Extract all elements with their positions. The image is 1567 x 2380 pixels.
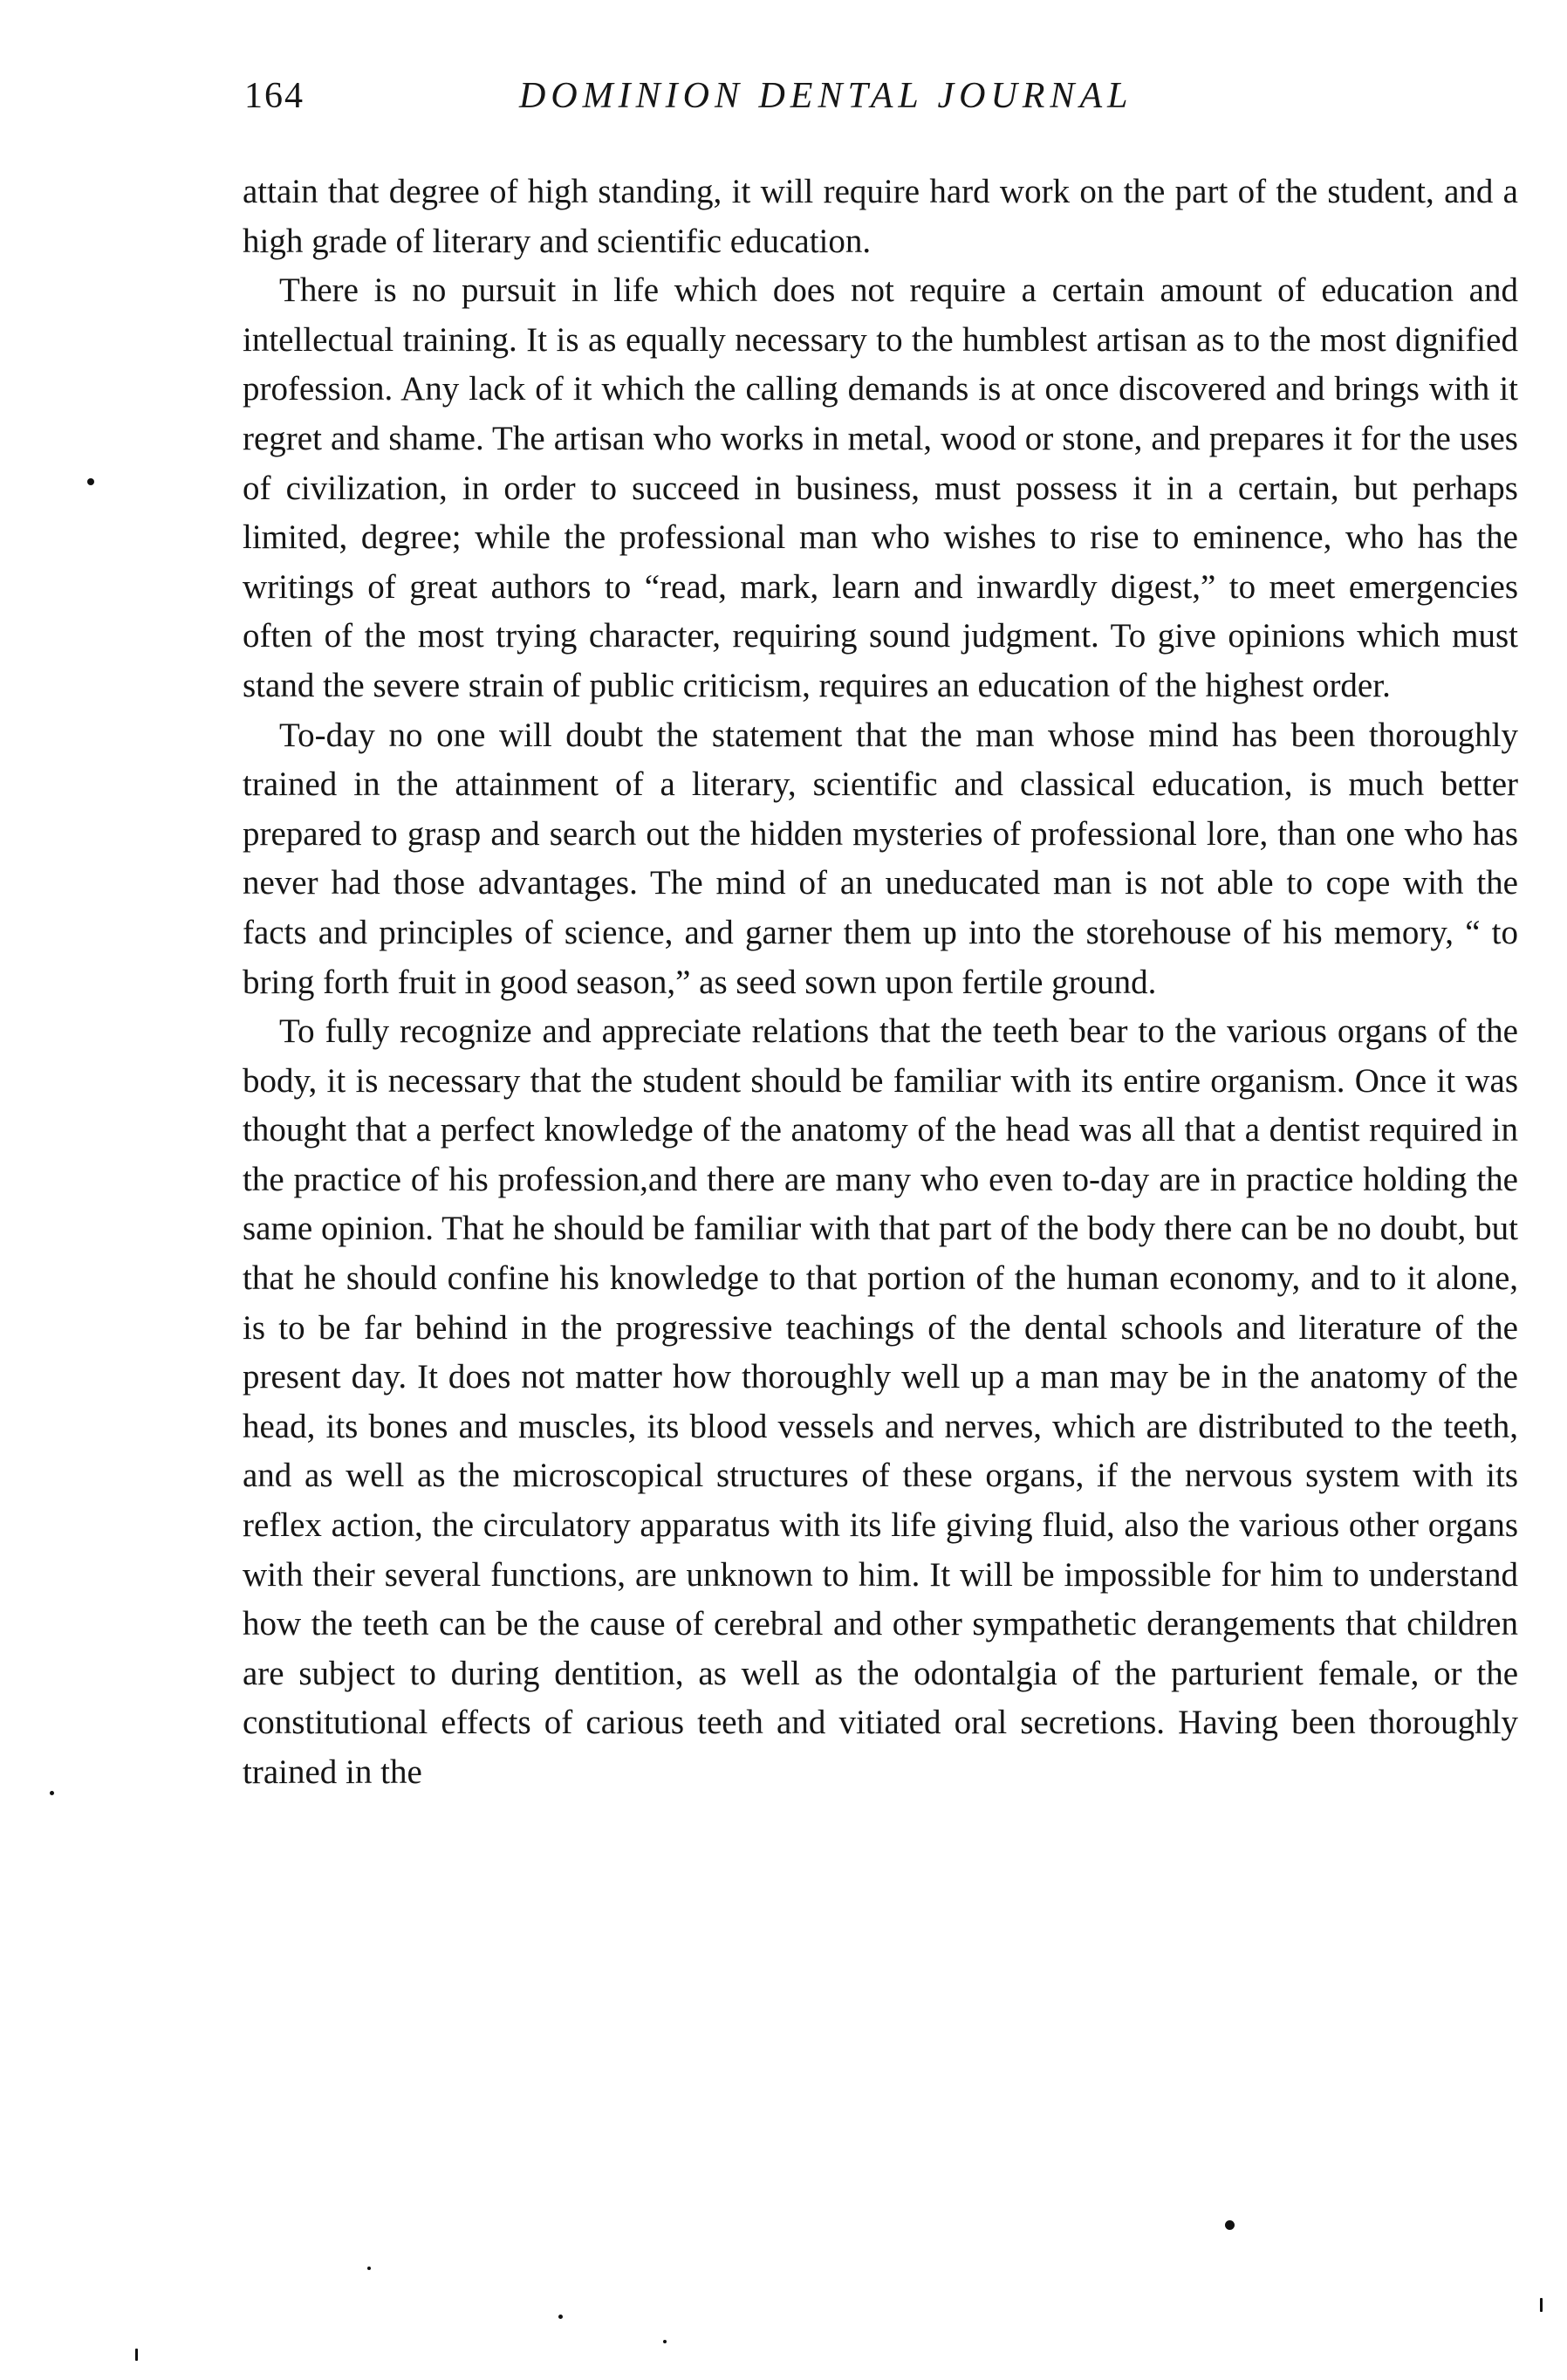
scan-speck (87, 478, 94, 485)
paragraph-education-training: There is no pursuit in life which does not require a certain amount of education and intellectual training. It is as equally necessary to the humblest artisan as to the most dignified profession. Any lack of it which the calling demands is at once discovered and brings with it regret and shame. The artisan who works in metal, wood or stone, and prepares it for the uses of civilization, in order to succeed in business, must possess it in a certain, but perhaps limited, degree; while the professional man who wishes to rise to eminence, who has the writings of great authors to “read, mark, learn and inwardly digest,” to meet emergencies often of the most trying character, requiring sound judgment. To give opinions which must stand the severe strain of public criticism, requires an education of the highest order. (243, 271, 1518, 704)
paragraph-organism-knowledge: To fully recognize and appreciate relations that the teeth bear to the various organs of the body, it is necessary that the student should be familiar with its entire organism. Once it was thought that a perfect knowledge of the anatomy of the head was all that a dentist required in the practice of his profession,and there are many who even to-day are in practice holding the same opinion. That he should be familiar with that part of the body there can be no doubt, but that he should confine his knowledge to that portion of the human economy, and to it alone, is to be far behind in the progressive teachings of the dental schools and literature of the present day. It does not matter how thoroughly well up a man may be in the anatomy of the head, its bones and muscles, its blood vessels and nerves, which are distributed to the teeth, and as well as the microscopical structures of these organs, if the nervous system with its reflex action, the circulatory apparatus with its life giving fluid, also the various other organs with their several functions, are unknown to him. It will be impossible for him to understand how the teeth can be the cause of cerebral and other sympathetic derangements that children are subject to during dentition, as well as the odontalgia of the parturient female, or the constitutional effects of carious teeth and vitiated oral secretions. Having been thoroughly trained in the (243, 1012, 1518, 1791)
scan-speck (50, 1791, 54, 1795)
paragraph-continuation: attain that degree of high standing, it will require hard work on the part of the student, and a high grade of literary and scientific education. (243, 173, 1518, 260)
page-number: 164 (244, 76, 305, 116)
scan-speck (367, 2267, 371, 2270)
journal-title: DOMINION DENTAL JOURNAL (519, 76, 1133, 116)
scan-speck (558, 2315, 563, 2319)
scan-speck (663, 2340, 667, 2343)
paragraph-trained-mind: To-day no one will doubt the statement that the man whose mind has been thoroughly trained in the attainment of a literary, scientific and classical education, is much better prepared to grasp and search out the hidden mysteries of professional lore, than one who has never had those advantages. The mind of an uneducated man is not able to cope with the facts and principles of science, and garner them up into the storehouse of his memory, “ to bring forth fruit in good season,” as seed sown upon fertile ground. (243, 716, 1518, 1001)
scan-speck (135, 2349, 138, 2361)
article-body (243, 168, 1518, 1798)
scan-speck (1225, 2220, 1235, 2230)
running-head (244, 75, 1527, 124)
scan-speck (1540, 2298, 1543, 2312)
